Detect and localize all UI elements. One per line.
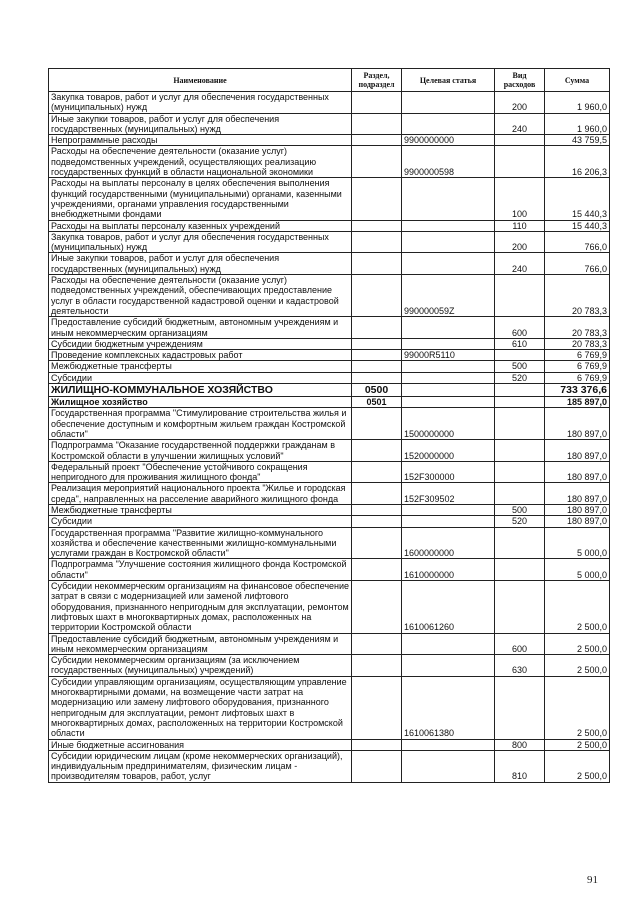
cell-target: 99000R5110 bbox=[402, 350, 495, 361]
cell-name: Межбюджетные трансферты bbox=[49, 361, 352, 372]
cell-section: 0500 bbox=[352, 384, 402, 397]
cell-type: 500 bbox=[495, 361, 545, 372]
table-row bbox=[49, 440, 610, 462]
cell-name: Проведение комплексных кадастровых работ bbox=[49, 350, 352, 361]
cell-name: Иные бюджетные ассигнования bbox=[49, 739, 352, 750]
cell-section bbox=[352, 231, 402, 253]
cell-sum: 766,0 bbox=[545, 231, 610, 253]
cell-target bbox=[402, 633, 495, 655]
table-row bbox=[49, 231, 610, 253]
table-row bbox=[49, 135, 610, 146]
table-row bbox=[49, 372, 610, 383]
cell-section bbox=[352, 655, 402, 677]
cell-name: Подпрограмма "Улучшение состояния жилищного фонда Костромской области" bbox=[49, 559, 352, 581]
cell-sum: 733 376,6 bbox=[545, 384, 610, 397]
budget-page bbox=[48, 68, 609, 783]
cell-section bbox=[352, 440, 402, 462]
cell-type: 110 bbox=[495, 220, 545, 231]
cell-target: 1500000000 bbox=[402, 408, 495, 440]
cell-name: Предоставление субсидий бюджетным, автономным учреждениям и иным некоммерческим организациям bbox=[49, 633, 352, 655]
cell-type bbox=[495, 581, 545, 633]
cell-type bbox=[495, 408, 545, 440]
cell-sum: 180 897,0 bbox=[545, 504, 610, 515]
cell-name: Иные закупки товаров, работ и услуг для обеспечения государственных (муниципальных) нужд bbox=[49, 113, 352, 135]
cell-target: 152F309502 bbox=[402, 483, 495, 505]
cell-target bbox=[402, 220, 495, 231]
cell-sum: 6 769,9 bbox=[545, 361, 610, 372]
cell-section bbox=[352, 361, 402, 372]
cell-name: Субсидии юридическим лицам (кроме некоммерческих организаций), индивидуальным предпринимателям, физическим лицам - производителям товаров, работ, услуг bbox=[49, 750, 352, 782]
table-row bbox=[49, 350, 610, 361]
table-row bbox=[49, 461, 610, 483]
cell-type bbox=[495, 527, 545, 559]
cell-target bbox=[402, 113, 495, 135]
cell-name: Расходы на выплаты персоналу казенных учреждений bbox=[49, 220, 352, 231]
cell-name: Расходы на обеспечение деятельности (оказание услуг) подведомственных учреждений, обеспечивающих предоставление услуг в области государственной кадастровой оценки и кадастровой деятельности bbox=[49, 275, 352, 317]
cell-type bbox=[495, 559, 545, 581]
cell-section bbox=[352, 633, 402, 655]
cell-name: Субсидии bbox=[49, 516, 352, 527]
table-row bbox=[49, 516, 610, 527]
cell-section bbox=[352, 113, 402, 135]
cell-sum: 2 500,0 bbox=[545, 581, 610, 633]
cell-type: 200 bbox=[495, 231, 545, 253]
cell-sum: 180 897,0 bbox=[545, 461, 610, 483]
table-row bbox=[49, 275, 610, 317]
cell-type: 810 bbox=[495, 750, 545, 782]
cell-target bbox=[402, 516, 495, 527]
table-row bbox=[49, 504, 610, 515]
table-row bbox=[49, 676, 610, 739]
cell-sum: 5 000,0 bbox=[545, 527, 610, 559]
cell-target: 152F300000 bbox=[402, 461, 495, 483]
cell-sum: 15 440,3 bbox=[545, 220, 610, 231]
cell-target bbox=[402, 384, 495, 397]
table-row bbox=[49, 633, 610, 655]
cell-sum: 180 897,0 bbox=[545, 516, 610, 527]
cell-target bbox=[402, 739, 495, 750]
table-row bbox=[49, 559, 610, 581]
cell-target bbox=[402, 338, 495, 349]
cell-sum: 2 500,0 bbox=[545, 739, 610, 750]
cell-sum: 20 783,3 bbox=[545, 317, 610, 339]
cell-section bbox=[352, 253, 402, 275]
cell-target bbox=[402, 317, 495, 339]
cell-type bbox=[495, 384, 545, 397]
cell-section bbox=[352, 350, 402, 361]
cell-section bbox=[352, 504, 402, 515]
cell-sum: 180 897,0 bbox=[545, 440, 610, 462]
cell-type bbox=[495, 483, 545, 505]
cell-type bbox=[495, 350, 545, 361]
cell-sum: 180 897,0 bbox=[545, 408, 610, 440]
cell-section bbox=[352, 317, 402, 339]
cell-type bbox=[495, 397, 545, 408]
cell-name: Субсидии некоммерческим организациям на финансовое обеспечение затрат в связи с модернизацией или заменой лифтового оборудования, признанного непригодным для эксплуатации, ремонтом лифтовых шахт в многоквартирных домах, расположенных на территории Костромской области bbox=[49, 581, 352, 633]
table-row bbox=[49, 408, 610, 440]
cell-name: ЖИЛИЩНО-КОММУНАЛЬНОЕ ХОЗЯЙСТВО bbox=[49, 384, 352, 397]
cell-target: 9900000598 bbox=[402, 146, 495, 178]
cell-target bbox=[402, 750, 495, 782]
table-row bbox=[49, 113, 610, 135]
table-row bbox=[49, 253, 610, 275]
cell-target: 1610061380 bbox=[402, 676, 495, 739]
cell-name: Иные закупки товаров, работ и услуг для обеспечения государственных (муниципальных) нужд bbox=[49, 253, 352, 275]
cell-name: Реализация мероприятий национального проекта "Жилье и городская среда", направленных на расселение аварийного жилищного фонда bbox=[49, 483, 352, 505]
table-row bbox=[49, 581, 610, 633]
cell-sum: 766,0 bbox=[545, 253, 610, 275]
table-row bbox=[49, 397, 610, 408]
cell-name: Федеральный проект "Обеспечение устойчивого сокращения непригодного для проживания жилищного фонда" bbox=[49, 461, 352, 483]
cell-target bbox=[402, 397, 495, 408]
cell-target: 990000059Z bbox=[402, 275, 495, 317]
cell-section bbox=[352, 483, 402, 505]
cell-name: Государственная программа "Стимулирование строительства жилья и обеспечение доступным и комфортным жильем граждан Костромской области" bbox=[49, 408, 352, 440]
cell-target: 1610061260 bbox=[402, 581, 495, 633]
cell-sum: 1 960,0 bbox=[545, 113, 610, 135]
cell-section bbox=[352, 408, 402, 440]
table-row bbox=[49, 750, 610, 782]
cell-type: 600 bbox=[495, 317, 545, 339]
cell-section: 0501 bbox=[352, 397, 402, 408]
cell-name: Закупка товаров, работ и услуг для обеспечения государственных (муниципальных) нужд bbox=[49, 231, 352, 253]
cell-type: 500 bbox=[495, 504, 545, 515]
table-row bbox=[49, 317, 610, 339]
cell-type bbox=[495, 146, 545, 178]
page-number: 91 bbox=[587, 874, 598, 886]
cell-name: Непрограммные расходы bbox=[49, 135, 352, 146]
header-target: Целевая статья bbox=[402, 69, 495, 92]
cell-type: 610 bbox=[495, 338, 545, 349]
cell-section bbox=[352, 676, 402, 739]
header-sum: Сумма bbox=[545, 69, 610, 92]
table-row bbox=[49, 220, 610, 231]
cell-target bbox=[402, 231, 495, 253]
cell-type: 520 bbox=[495, 372, 545, 383]
cell-sum: 185 897,0 bbox=[545, 397, 610, 408]
table-row bbox=[49, 739, 610, 750]
cell-sum: 6 769,9 bbox=[545, 372, 610, 383]
cell-section bbox=[352, 750, 402, 782]
header-name: Наименование bbox=[49, 69, 352, 92]
cell-name: Субсидии bbox=[49, 372, 352, 383]
cell-sum: 43 759,5 bbox=[545, 135, 610, 146]
cell-target: 1520000000 bbox=[402, 440, 495, 462]
cell-sum: 2 500,0 bbox=[545, 676, 610, 739]
cell-name: Государственная программа "Развитие жилищно-коммунального хозяйства и обеспечение качественными жилищно-коммунальными услугами граждан в Костромской области" bbox=[49, 527, 352, 559]
table-row bbox=[49, 384, 610, 397]
cell-sum: 15 440,3 bbox=[545, 178, 610, 220]
table-row bbox=[49, 92, 610, 114]
cell-target bbox=[402, 178, 495, 220]
cell-name: Субсидии некоммерческим организациям (за исключением государственных (муниципальных) учреждений) bbox=[49, 655, 352, 677]
cell-target bbox=[402, 361, 495, 372]
cell-type bbox=[495, 440, 545, 462]
cell-section bbox=[352, 372, 402, 383]
cell-type: 520 bbox=[495, 516, 545, 527]
header-section: Раздел, подраздел bbox=[352, 69, 402, 92]
cell-section bbox=[352, 739, 402, 750]
table-row bbox=[49, 178, 610, 220]
cell-section bbox=[352, 220, 402, 231]
cell-type bbox=[495, 275, 545, 317]
cell-type bbox=[495, 461, 545, 483]
cell-name: Субсидии управляющим организациям, осуществляющим управление многоквартирными домами, на возмещение части затрат на модернизацию или замену лифтового оборудования, признанного непригодным для эксплуатации, ремонт лифтовых шахт в многоквартирных домах, расположенных на территории Костромской области bbox=[49, 676, 352, 739]
cell-target: 1610000000 bbox=[402, 559, 495, 581]
cell-type: 100 bbox=[495, 178, 545, 220]
cell-type: 240 bbox=[495, 253, 545, 275]
cell-sum: 6 769,9 bbox=[545, 350, 610, 361]
cell-sum: 2 500,0 bbox=[545, 633, 610, 655]
table-row bbox=[49, 146, 610, 178]
cell-section bbox=[352, 516, 402, 527]
table-row bbox=[49, 361, 610, 372]
cell-name: Подпрограмма "Оказание государственной поддержки гражданам в Костромской области в улучшении жилищных условий" bbox=[49, 440, 352, 462]
cell-target bbox=[402, 253, 495, 275]
cell-type bbox=[495, 676, 545, 739]
cell-section bbox=[352, 581, 402, 633]
cell-target bbox=[402, 504, 495, 515]
cell-name: Межбюджетные трансферты bbox=[49, 504, 352, 515]
cell-type: 630 bbox=[495, 655, 545, 677]
cell-name: Расходы на обеспечение деятельности (оказание услуг) подведомственных учреждений, осуществляющих реализацию государственных функций в области национальной экономики bbox=[49, 146, 352, 178]
cell-section bbox=[352, 527, 402, 559]
cell-type: 600 bbox=[495, 633, 545, 655]
table-body bbox=[49, 92, 610, 783]
cell-target bbox=[402, 92, 495, 114]
cell-sum: 2 500,0 bbox=[545, 750, 610, 782]
cell-section bbox=[352, 338, 402, 349]
cell-sum: 5 000,0 bbox=[545, 559, 610, 581]
cell-sum: 2 500,0 bbox=[545, 655, 610, 677]
cell-sum: 20 783,3 bbox=[545, 338, 610, 349]
cell-target bbox=[402, 655, 495, 677]
cell-section bbox=[352, 146, 402, 178]
table-row bbox=[49, 527, 610, 559]
cell-section bbox=[352, 178, 402, 220]
cell-target: 1600000000 bbox=[402, 527, 495, 559]
cell-section bbox=[352, 92, 402, 114]
budget-table bbox=[48, 68, 610, 783]
cell-type: 240 bbox=[495, 113, 545, 135]
table-row bbox=[49, 655, 610, 677]
cell-type: 800 bbox=[495, 739, 545, 750]
cell-name: Субсидии бюджетным учреждениям bbox=[49, 338, 352, 349]
cell-section bbox=[352, 461, 402, 483]
cell-target bbox=[402, 372, 495, 383]
cell-sum: 1 960,0 bbox=[545, 92, 610, 114]
cell-section bbox=[352, 135, 402, 146]
cell-name: Закупка товаров, работ и услуг для обеспечения государственных (муниципальных) нужд bbox=[49, 92, 352, 114]
cell-name: Жилищное хозяйство bbox=[49, 397, 352, 408]
header-type: Вид расходов bbox=[495, 69, 545, 92]
table-row bbox=[49, 338, 610, 349]
header-row bbox=[49, 69, 610, 92]
cell-type: 200 bbox=[495, 92, 545, 114]
cell-section bbox=[352, 275, 402, 317]
cell-name: Предоставление субсидий бюджетным, автономным учреждениям и иным некоммерческим организациям bbox=[49, 317, 352, 339]
cell-name: Расходы на выплаты персоналу в целях обеспечения выполнения функций государственными (муниципальными) органами, казенными учреждениями, органами управления государственными внебюджетными фондами bbox=[49, 178, 352, 220]
cell-type bbox=[495, 135, 545, 146]
cell-sum: 180 897,0 bbox=[545, 483, 610, 505]
table-row bbox=[49, 483, 610, 505]
cell-target: 9900000000 bbox=[402, 135, 495, 146]
cell-section bbox=[352, 559, 402, 581]
cell-sum: 20 783,3 bbox=[545, 275, 610, 317]
cell-sum: 16 206,3 bbox=[545, 146, 610, 178]
